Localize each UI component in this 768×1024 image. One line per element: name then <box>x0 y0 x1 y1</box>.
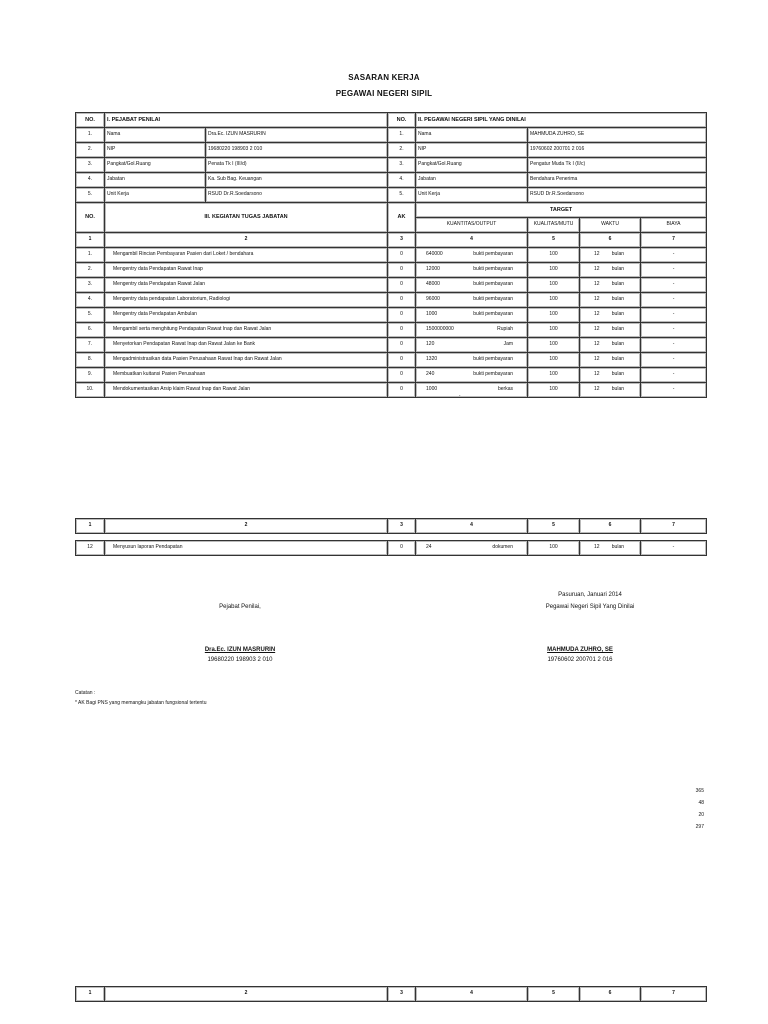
spacer-row <box>76 534 707 541</box>
quantity-wrap <box>418 342 525 348</box>
quantity-unit: bukti pembayaran <box>473 311 514 318</box>
task-description: Mengentry data Pendapatan Rawat Jalan <box>105 278 388 293</box>
task-ak: 0 <box>388 541 416 556</box>
task-time <box>580 338 641 353</box>
quantity-wrap <box>418 282 525 288</box>
task-time <box>580 353 641 368</box>
identity-no-right: 4. <box>388 173 416 188</box>
column-number-row <box>76 519 707 534</box>
left-signatory <box>170 647 310 663</box>
task-description: Membuatkan kuitansi Pasien Perusahaan <box>105 368 388 383</box>
pegawai-value: RSUD Dr.R.Soedarsono <box>528 188 707 203</box>
task-cost: - <box>641 353 707 368</box>
task-time <box>580 248 641 263</box>
time-unit: bulan <box>611 544 624 551</box>
continuation-table <box>75 518 707 556</box>
task-cost: - <box>641 368 707 383</box>
task-quality: 100 <box>528 293 580 308</box>
sasaran-kerja-table <box>75 112 707 398</box>
left-signatory-role: Pejabat Penilai, <box>219 604 261 610</box>
time-wrap <box>582 357 638 363</box>
quantity-value: 1000 <box>426 311 438 318</box>
quantity-wrap <box>418 297 525 303</box>
quantity-value: 96000 <box>426 296 440 303</box>
column-number: 3 <box>388 987 416 1002</box>
time-value: 12 <box>594 281 600 288</box>
task-no: 12 <box>76 541 105 556</box>
task-no: 10. <box>76 383 105 398</box>
task-row <box>76 278 707 293</box>
pegawai-dinilai-header: II. PEGAWAI NEGERI SIPIL YANG DINILAI <box>416 113 707 128</box>
task-ak: 0 <box>388 263 416 278</box>
time-wrap <box>582 312 638 318</box>
quantity-unit: bukti pembayaran <box>473 296 514 303</box>
quantity-wrap <box>418 327 525 333</box>
time-value: 12 <box>594 296 600 303</box>
time-wrap <box>582 372 638 378</box>
no-header-left: NO. <box>76 113 105 128</box>
task-quantity <box>416 263 528 278</box>
column-number: 5 <box>528 987 580 1002</box>
kegiatan-title-header: III. KEGIATAN TUGAS JABATAN <box>105 203 388 233</box>
right-signatory-name: MAHMUDA ZUHRO, SE <box>547 647 613 653</box>
quantity-unit: bukti pembayaran <box>473 281 514 288</box>
title-line-1: SASARAN KERJA <box>348 73 420 82</box>
task-row <box>76 293 707 308</box>
time-value: 12 <box>594 544 600 551</box>
document-title <box>0 70 768 102</box>
task-quantity <box>416 248 528 263</box>
identity-no-left: 5. <box>76 188 105 203</box>
column-number: 4 <box>416 233 528 248</box>
identity-field-right: Pangkat/Gol.Ruang <box>416 158 528 173</box>
task-time <box>580 368 641 383</box>
time-wrap <box>582 342 638 348</box>
task-row <box>76 383 707 398</box>
identity-field-left: Pangkat/Gol.Ruang <box>105 158 206 173</box>
task-row <box>76 323 707 338</box>
task-quantity <box>416 383 528 398</box>
task-time <box>580 263 641 278</box>
quantity-wrap <box>418 387 525 393</box>
task-description: Mendokumentasikan Arsip klaim Rawat Inap dan Rawat Jalan <box>105 383 388 398</box>
time-unit: bulan <box>611 311 625 318</box>
task-quantity <box>416 541 528 556</box>
task-quality: 100 <box>528 383 580 398</box>
task-ak: 0 <box>388 248 416 263</box>
kualitas-header: KUALITAS/MUTU <box>528 218 580 233</box>
task-no: 9. <box>76 368 105 383</box>
identity-no-left: 4. <box>76 173 105 188</box>
task-no: 7. <box>76 338 105 353</box>
time-value: 12 <box>594 326 600 333</box>
task-cost: - <box>641 323 707 338</box>
pejabat-value: Ka. Sub Bag. Keuangan <box>206 173 388 188</box>
time-unit: bulan <box>611 326 625 333</box>
title-line-2: PEGAWAI NEGERI SIPIL <box>335 89 433 98</box>
identity-field-right: NIP <box>416 143 528 158</box>
time-unit: bulan <box>611 386 625 393</box>
time-wrap <box>582 387 638 393</box>
time-unit: bulan <box>611 251 625 258</box>
task-quantity <box>416 308 528 323</box>
identity-no-right: 2. <box>388 143 416 158</box>
target-header: TARGET <box>416 203 707 218</box>
task-quantity <box>416 353 528 368</box>
task-quality: 100 <box>528 368 580 383</box>
quantity-value: 120 <box>426 341 435 348</box>
side-numbers <box>696 785 704 833</box>
quantity-wrap <box>418 357 525 363</box>
pegawai-value: Bendahara Penerima <box>528 173 707 188</box>
column-number: 4 <box>416 987 528 1002</box>
waktu-header: WAKTU <box>580 218 641 233</box>
quantity-value: 240 <box>426 371 435 378</box>
quantity-value: 48000 <box>426 281 440 288</box>
task-cost: - <box>641 383 707 398</box>
time-wrap <box>582 327 638 333</box>
task-no: 8. <box>76 353 105 368</box>
task-description: Mengambil serta menghitung Pendapatan Rawat Inap dan Rawat Jalan <box>105 323 388 338</box>
column-number: 3 <box>388 233 416 248</box>
task-cost: - <box>641 338 707 353</box>
note-label: Catatan : <box>75 690 96 696</box>
time-wrap <box>582 267 638 273</box>
task-time <box>580 308 641 323</box>
task-no: 1. <box>76 248 105 263</box>
quantity-unit: dokumen <box>492 544 513 551</box>
task-ak: 0 <box>388 353 416 368</box>
spacer-cell <box>76 534 707 541</box>
column-number: 6 <box>580 233 641 248</box>
pejabat-value: Dra.Ec. IZUN MASRURIN <box>206 128 388 143</box>
quantity-unit: berkas <box>498 386 514 393</box>
quantity-unit: bukti pembayaran <box>473 356 514 363</box>
task-description: Mengentry data Pendapatan Ambulan <box>105 308 388 323</box>
column-number: 5 <box>528 519 580 534</box>
time-wrap <box>582 252 638 258</box>
identity-no-right: 1. <box>388 128 416 143</box>
quantity-wrap <box>418 312 525 318</box>
task-quality: 100 <box>528 263 580 278</box>
quantity-wrap <box>418 545 525 551</box>
identity-field-left: Jabatan <box>105 173 206 188</box>
side-number: 48 <box>698 800 704 806</box>
column-number: 7 <box>641 519 707 534</box>
time-wrap <box>582 297 638 303</box>
time-value: 12 <box>594 311 600 318</box>
column-number: 5 <box>528 233 580 248</box>
quantity-unit: Jam <box>503 341 514 348</box>
kuantitas-header: KUANTITAS/OUTPUT <box>416 218 528 233</box>
task-quantity <box>416 368 528 383</box>
quantity-value: 1500000000 <box>426 326 454 333</box>
quantity-unit: Rupiah <box>497 326 514 333</box>
task-no: 3. <box>76 278 105 293</box>
identity-field-right: Nama <box>416 128 528 143</box>
task-ak: 0 <box>388 368 416 383</box>
task-ak: 0 <box>388 278 416 293</box>
column-number: 3 <box>388 519 416 534</box>
identity-no-right: 5. <box>388 188 416 203</box>
quantity-value: 640000 <box>426 251 443 258</box>
identity-field-left: Unit Kerja <box>105 188 206 203</box>
left-signatory-nip: 19680220 198903 2 010 <box>207 657 273 663</box>
identity-no-left: 1. <box>76 128 105 143</box>
quantity-unit: bukti pembayaran <box>473 251 514 258</box>
time-unit: bulan <box>611 371 625 378</box>
task-row <box>76 308 707 323</box>
task-time <box>580 293 641 308</box>
task-quality: 100 <box>528 338 580 353</box>
place-date: Pasuruan, Januari 2014 <box>558 592 622 598</box>
task-description: Menyusun laporan Pendapatan <box>105 541 388 556</box>
quantity-unit: bukti pembayaran <box>473 371 514 378</box>
quantity-unit: bukti pembayaran <box>473 266 514 273</box>
identity-no-left: 3. <box>76 158 105 173</box>
column-number: 2 <box>105 519 388 534</box>
identity-row <box>76 143 707 158</box>
column-number: 6 <box>580 519 641 534</box>
identity-no-right: 3. <box>388 158 416 173</box>
task-cost: - <box>641 293 707 308</box>
identity-row <box>76 128 707 143</box>
task-quality: 100 <box>528 278 580 293</box>
task-description: Mengambil Rincian Pembayaran Pasien dari Loket / bendahara <box>105 248 388 263</box>
task-description: Mengadministrasikan data Pasien Perusahaan Rawat Inap dan Rawat Jalan <box>105 353 388 368</box>
task-no: 5. <box>76 308 105 323</box>
pejabat-penilai-header: I. PEJABAT PENILAI <box>105 113 388 128</box>
time-unit: bulan <box>611 266 625 273</box>
identity-field-left: Nama <box>105 128 206 143</box>
pejabat-value: Penata Tk I (III/d) <box>206 158 388 173</box>
time-wrap <box>582 282 638 288</box>
right-signatory-nip: 19760602 200701 2 016 <box>547 657 613 663</box>
time-value: 12 <box>594 386 600 393</box>
time-unit: bulan <box>611 281 625 288</box>
bottom-column-numbers-table <box>75 986 707 1002</box>
task-description: Mengentry data Pendapatan Rawat Inap <box>105 263 388 278</box>
task-row <box>76 263 707 278</box>
task-quality: 100 <box>528 248 580 263</box>
side-number: 365 <box>695 788 704 794</box>
column-number: 2 <box>105 233 388 248</box>
pegawai-value: 19760602 200701 2 016 <box>528 143 707 158</box>
column-number-row <box>76 233 707 248</box>
column-number: 7 <box>641 987 707 1002</box>
biaya-header: BIAYA <box>641 218 707 233</box>
identity-field-left: NIP <box>105 143 206 158</box>
task-quality: 100 <box>528 541 580 556</box>
task-cost: - <box>641 308 707 323</box>
time-value: 12 <box>594 371 600 378</box>
right-signatory-role: Pegawai Negeri Sipil Yang Dinilai <box>545 604 635 610</box>
task-quantity <box>416 278 528 293</box>
note-text: * AK Bagi PNS yang memangku jabatan fungsional tertentu <box>75 700 207 706</box>
stray-mark: . <box>459 392 461 398</box>
ak-header: AK <box>388 203 416 233</box>
task-cost: - <box>641 278 707 293</box>
task-row <box>76 338 707 353</box>
task-cost: - <box>641 541 707 556</box>
task-row <box>76 248 707 263</box>
pegawai-value: MAHMUDA ZUHRO, SE <box>528 128 707 143</box>
identity-row <box>76 173 707 188</box>
quantity-value: 12000 <box>426 266 440 273</box>
column-number-row <box>76 987 707 1002</box>
column-number: 7 <box>641 233 707 248</box>
task-ak: 0 <box>388 338 416 353</box>
task-description: Menyetorkan Pendapatan Rawat Inap dan Rawat Jalan ke Bank <box>105 338 388 353</box>
no-header-right: NO. <box>388 113 416 128</box>
quantity-wrap <box>418 267 525 273</box>
column-number: 1 <box>76 519 105 534</box>
identity-row <box>76 158 707 173</box>
task-quantity <box>416 293 528 308</box>
task-no: 4. <box>76 293 105 308</box>
task-time <box>580 323 641 338</box>
pegawai-value: Pengatur Muda Tk I (II/c) <box>528 158 707 173</box>
right-signatory <box>510 647 650 663</box>
quantity-value: 24 <box>426 544 432 551</box>
task-row <box>76 368 707 383</box>
task-row <box>76 541 707 556</box>
quantity-value: 1320 <box>426 356 438 363</box>
identity-no-left: 2. <box>76 143 105 158</box>
time-wrap <box>582 545 638 551</box>
task-quality: 100 <box>528 353 580 368</box>
time-value: 12 <box>594 266 600 273</box>
task-time <box>580 383 641 398</box>
identity-field-right: Unit Kerja <box>416 188 528 203</box>
task-ak: 0 <box>388 293 416 308</box>
time-unit: bulan <box>611 341 625 348</box>
task-quality: 100 <box>528 323 580 338</box>
quantity-value: 1000 <box>426 386 438 393</box>
time-value: 12 <box>594 356 600 363</box>
left-signatory-name: Dra.Ec. IZUN MASRURIN <box>204 647 276 653</box>
quantity-wrap <box>418 372 525 378</box>
side-number: 297 <box>695 824 704 830</box>
column-number: 6 <box>580 987 641 1002</box>
column-number: 2 <box>105 987 388 1002</box>
task-no: 6. <box>76 323 105 338</box>
task-quantity <box>416 323 528 338</box>
identity-field-right: Jabatan <box>416 173 528 188</box>
task-cost: - <box>641 248 707 263</box>
column-number: 4 <box>416 519 528 534</box>
task-ak: 0 <box>388 383 416 398</box>
task-ak: 0 <box>388 323 416 338</box>
identity-row <box>76 188 707 203</box>
task-row <box>76 353 707 368</box>
quantity-wrap <box>418 252 525 258</box>
task-no: 2. <box>76 263 105 278</box>
time-unit: bulan <box>611 356 625 363</box>
time-value: 12 <box>594 251 600 258</box>
pejabat-value: RSUD Dr.R.Soedarsono <box>206 188 388 203</box>
time-unit: bulan <box>611 296 625 303</box>
task-time <box>580 541 641 556</box>
time-value: 12 <box>594 341 600 348</box>
task-quantity <box>416 338 528 353</box>
column-number: 1 <box>76 987 105 1002</box>
side-number: 20 <box>698 812 704 818</box>
task-time <box>580 278 641 293</box>
task-description: Mengentry data pendapatan Laboratorium, Radiologi <box>105 293 388 308</box>
task-ak: 0 <box>388 308 416 323</box>
task-quality: 100 <box>528 308 580 323</box>
kegiatan-no-header: NO. <box>76 203 105 233</box>
column-number: 1 <box>76 233 105 248</box>
pejabat-value: 19680220 198903 2 010 <box>206 143 388 158</box>
task-cost: - <box>641 263 707 278</box>
